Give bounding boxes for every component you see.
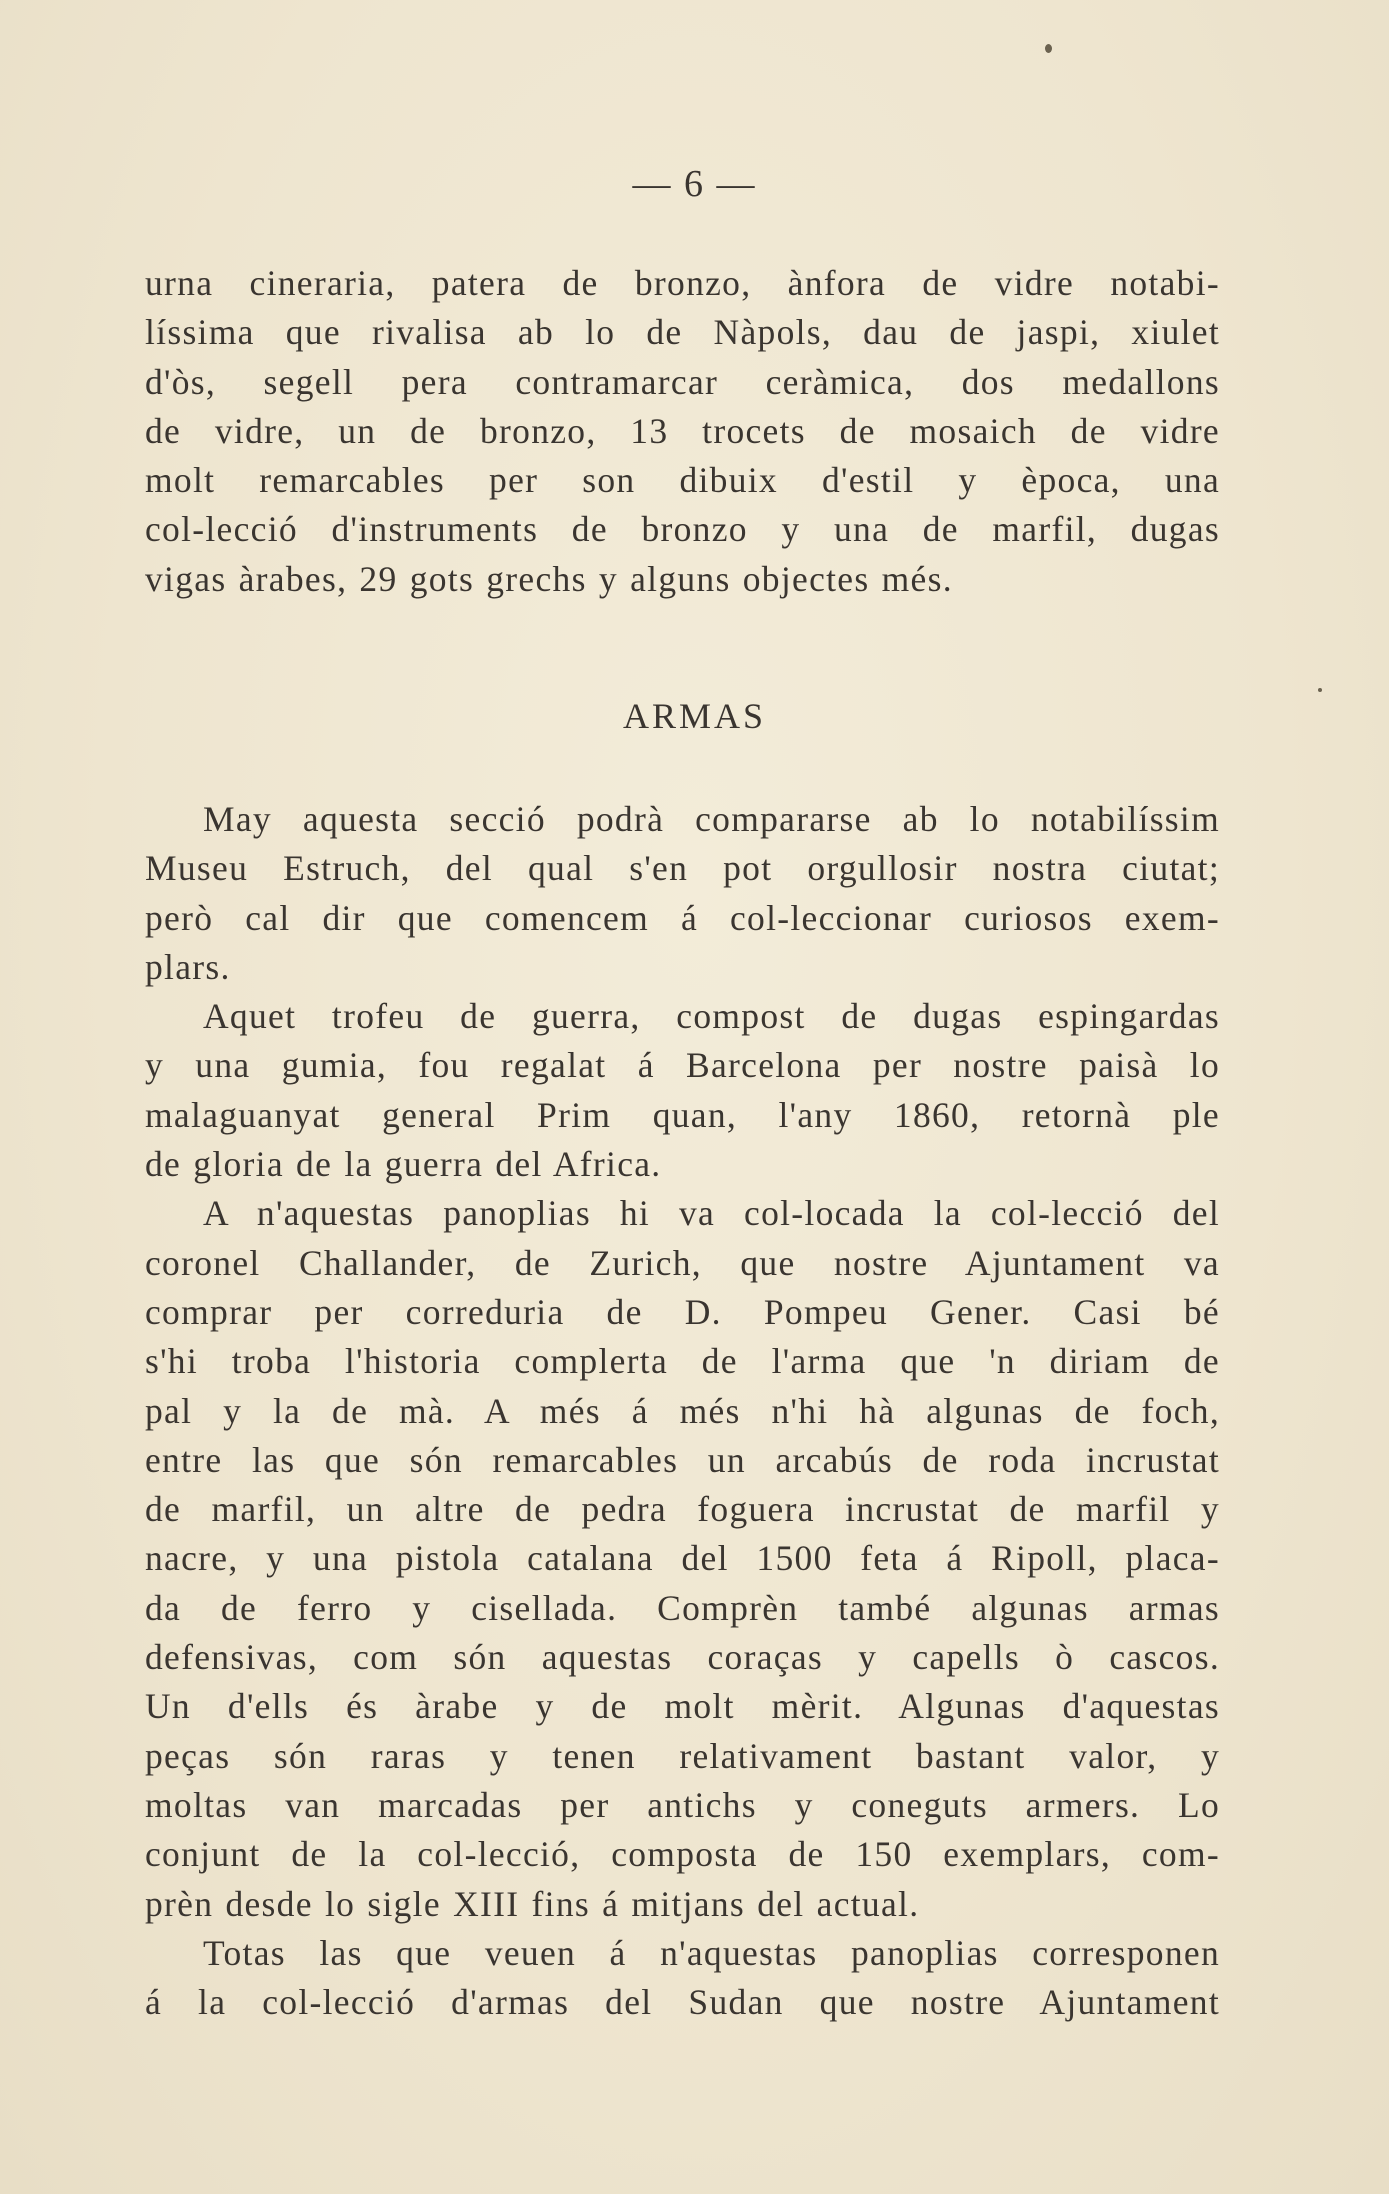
text-line: s'hi troba l'historia complerta de l'arma que 'n diriam de <box>145 1341 1220 1382</box>
text-line: Aquet trofeu de guerra, compost de dugas espingardas <box>203 996 1220 1037</box>
ink-speck <box>1318 688 1322 692</box>
text-line: col-lecció d'instruments de bronzo y una de marfil, dugas <box>145 509 1220 550</box>
text-line: comprar per correduria de D. Pompeu Gener. Casi bé <box>145 1291 1220 1332</box>
section-body <box>145 795 1220 2027</box>
text-line: entre las que són remarcables un arcabús de roda incrustat <box>145 1439 1220 1480</box>
text-line: Un d'ells és àrabe y de molt mèrit. Algunas d'aquestas <box>145 1686 1220 1727</box>
text-line: conjunt de la col-lecció, composta de 150 exemplars, com- <box>145 1834 1220 1875</box>
paragraph-continued <box>145 259 1220 604</box>
text-line: y una gumia, fou regalat á Barcelona per nostre paisà lo <box>145 1045 1220 1086</box>
text-line: líssima que rivalisa ab lo de Nàpols, dau de jaspi, xiulet <box>145 312 1220 353</box>
page-number: — 6 — <box>632 163 757 205</box>
text-line: prèn desde lo sigle XIII fins á mitjans del actual. <box>145 1883 920 1924</box>
text-line: de gloria de la guerra del Africa. <box>145 1144 662 1185</box>
text-line: vigas àrabes, 29 gots grechs y alguns objectes més. <box>145 558 953 599</box>
section-heading: ARMAS <box>622 696 767 736</box>
text-line: defensivas, com són aquestas coraças y capells ò cascos. <box>145 1637 1220 1678</box>
text-line: Museu Estruch, del qual s'en pot orgullosir nostra ciutat; <box>145 848 1220 889</box>
text-line: nacre, y una pistola catalana del 1500 feta á Ripoll, placa- <box>145 1538 1220 1579</box>
text-line: A n'aquestas panoplias hi va col-locada la col-lecció del <box>203 1193 1220 1234</box>
text-line: moltas van marcadas per antichs y coneguts armers. Lo <box>145 1784 1220 1825</box>
text-line: coronel Challander, de Zurich, que nostre Ajuntament va <box>145 1242 1220 1283</box>
text-line: de marfil, un altre de pedra foguera incrustat de marfil y <box>145 1489 1220 1530</box>
text-line: però cal dir que comencem á col-leccionar curiosos exem- <box>145 897 1220 938</box>
text-line: pal y la de mà. A més á més n'hi hà algunas de foch, <box>145 1390 1220 1431</box>
text-line: de vidre, un de bronzo, 13 trocets de mosaich de vidre <box>145 410 1220 451</box>
text-line: Totas las que veuen á n'aquestas panoplias corresponen <box>203 1932 1220 1973</box>
text-line: á la col-lecció d'armas del Sudan que nostre Ajuntament <box>145 1982 1220 2023</box>
text-line: plars. <box>145 946 231 987</box>
text-line: May aquesta secció podrà compararse ab lo notabilíssim <box>203 799 1220 839</box>
text-line: molt remarcables per son dibuix d'estil y època, una <box>145 460 1220 501</box>
text-line: d'òs, segell pera contramarcar ceràmica, dos medallons <box>145 361 1220 402</box>
ink-speck <box>1045 44 1052 53</box>
text-line: peças són raras y tenen relativament bastant valor, y <box>145 1735 1220 1776</box>
text-line: da de ferro y cisellada. Comprèn també algunas armas <box>145 1587 1220 1628</box>
text-line: malaguanyat general Prim quan, l'any 1860, retornà ple <box>145 1094 1220 1135</box>
text-line: urna cineraria, patera de bronzo, ànfora de vidre notabi- <box>145 263 1220 303</box>
